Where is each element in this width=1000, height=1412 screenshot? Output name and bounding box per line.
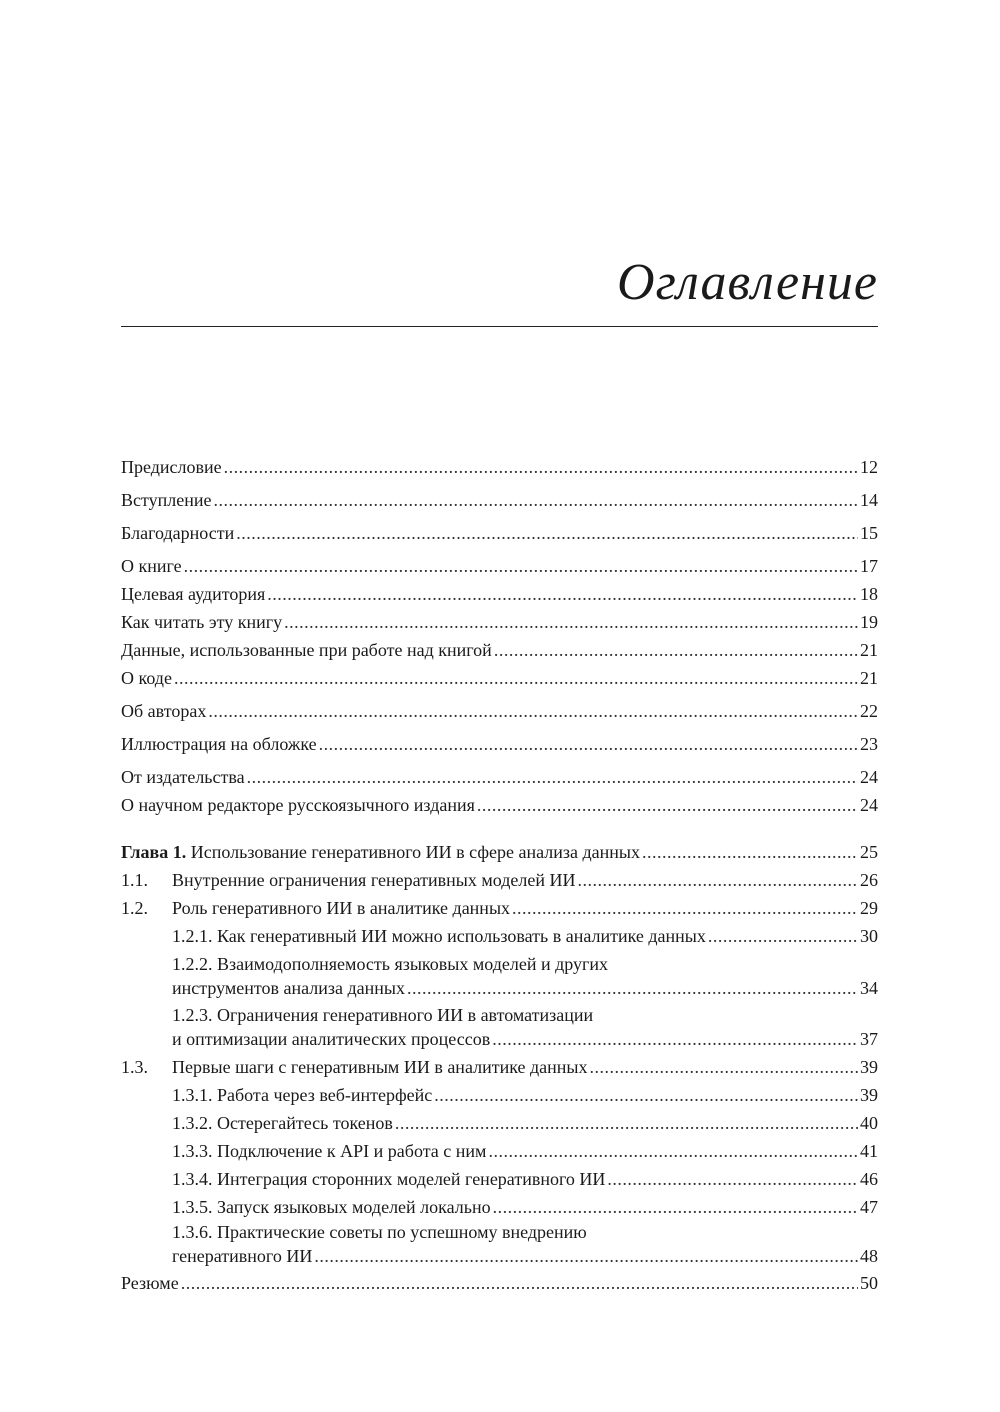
toc-entry-label: Первые шаги с генеративным ИИ в аналитике данных	[172, 1057, 588, 1077]
toc-entry[interactable]	[121, 1270, 878, 1296]
subentry-text	[172, 1138, 486, 1164]
toc-entry-label: О книге	[121, 556, 182, 576]
toc-entry-label-line1: Ограничения генеративного ИИ в автоматизации	[217, 1005, 594, 1025]
leader-dots	[208, 698, 858, 724]
toc-entry-label: Данные, использованные при работе над книгой	[121, 640, 492, 660]
toc-entry[interactable]	[121, 731, 878, 757]
toc-entry[interactable]	[121, 520, 878, 546]
toc-subentry[interactable]	[172, 923, 878, 949]
leader-dots	[577, 867, 858, 893]
leader-dots	[494, 637, 858, 663]
toc-entry-label-line1: Взаимодополняемость языковых моделей и других	[217, 954, 609, 974]
subentry-text	[172, 923, 706, 949]
toc-entry-page: 30	[860, 926, 878, 946]
toc-chapter-entry[interactable]	[121, 839, 878, 865]
leader-dots	[319, 731, 858, 757]
toc-entry-label: Как читать эту книгу	[121, 612, 283, 632]
toc-entry-label: Резюме	[121, 1273, 179, 1293]
leader-dots	[224, 454, 858, 480]
page-title: Оглавление	[617, 254, 878, 311]
toc-entry-page: 46	[860, 1169, 878, 1189]
toc-subentry[interactable]	[172, 1243, 878, 1269]
section-number: 1.3.4.	[172, 1169, 213, 1189]
leader-dots	[314, 1243, 858, 1269]
toc-entry-page: 24	[860, 795, 878, 815]
toc-entry-page: 34	[860, 978, 878, 998]
leader-dots	[642, 839, 858, 865]
toc-entry-page: 40	[860, 1113, 878, 1133]
leader-dots	[607, 1166, 858, 1192]
section-number: 1.2.2.	[172, 954, 213, 974]
toc-entry-label: инструментов анализа данных	[172, 978, 405, 998]
section-number: 1.2.	[121, 898, 148, 918]
leader-dots	[247, 764, 858, 790]
toc-entry[interactable]	[172, 867, 878, 893]
subentry-first-line	[172, 1002, 593, 1028]
toc-entry-page: 50	[860, 1273, 878, 1293]
section-number: 1.3.1.	[172, 1085, 213, 1105]
section-number: 1.3.6.	[172, 1222, 213, 1242]
section-number: 1.3.5.	[172, 1197, 213, 1217]
toc-entry[interactable]	[121, 553, 878, 579]
leader-dots	[184, 553, 858, 579]
toc-entry-page: 25	[860, 842, 878, 862]
toc-entry[interactable]	[121, 609, 878, 635]
toc-entry[interactable]	[121, 581, 878, 607]
subentry-first-line	[172, 951, 608, 977]
toc-entry-label: О научном редакторе русскоязычного издания	[121, 795, 475, 815]
toc-subentry[interactable]	[172, 1026, 878, 1052]
toc-entry-page: 23	[860, 734, 878, 754]
toc-entry[interactable]	[121, 665, 878, 691]
toc-entry-page: 21	[860, 640, 878, 660]
toc-entry-page: 21	[860, 668, 878, 688]
toc-entry[interactable]	[121, 454, 878, 480]
toc-entry[interactable]	[172, 1054, 878, 1080]
leader-dots	[512, 895, 858, 921]
leader-dots	[181, 1270, 858, 1296]
toc-entry-label: Интеграция сторонних моделей генеративного ИИ	[217, 1169, 606, 1189]
toc-entry-page: 19	[860, 612, 878, 632]
toc-entry[interactable]	[121, 764, 878, 790]
toc-entry-label: Благодарности	[121, 523, 235, 543]
toc-subentry[interactable]	[172, 975, 878, 1001]
section-number: 1.3.3.	[172, 1141, 213, 1161]
toc-subentry[interactable]	[172, 1138, 878, 1164]
toc-entry[interactable]	[121, 792, 878, 818]
section-number: 1.3.2.	[172, 1113, 213, 1133]
subentry-text	[172, 1082, 432, 1108]
leader-dots	[477, 792, 858, 818]
leader-dots	[213, 487, 858, 513]
toc-entry-label-line1: Практические советы по успешному внедрению	[217, 1222, 587, 1242]
toc-entry-page: 17	[860, 556, 878, 576]
leader-dots	[492, 1026, 858, 1052]
leader-dots	[407, 975, 858, 1001]
toc-entry-label: Целевая аудитория	[121, 584, 266, 604]
chapter-heading	[121, 839, 640, 865]
chapter-label: Использование генеративного ИИ в сфере анализа данных	[190, 842, 641, 862]
section-number: 1.3.	[121, 1057, 148, 1077]
subentry-text	[172, 1110, 393, 1136]
toc-entry-page: 39	[860, 1057, 878, 1077]
leader-dots	[590, 1054, 859, 1080]
toc-entry-label: Как генеративный ИИ можно использовать в аналитике данных	[217, 926, 706, 946]
chapter-prefix: Глава 1.	[121, 842, 187, 862]
leader-dots	[174, 665, 858, 691]
toc-subentry[interactable]	[172, 1194, 878, 1220]
toc-entry-page: 47	[860, 1197, 878, 1217]
toc-entry[interactable]	[172, 895, 878, 921]
toc-entry-label: Об авторах	[121, 701, 207, 721]
leader-dots	[708, 923, 858, 949]
toc-entry-label: Предисловие	[121, 457, 222, 477]
leader-dots	[493, 1194, 858, 1220]
toc-entry-label: Подключение к API и работа с ним	[217, 1141, 487, 1161]
toc-subentry[interactable]	[172, 1110, 878, 1136]
toc-entry-page: 41	[860, 1141, 878, 1161]
toc-entry-page: 18	[860, 584, 878, 604]
toc-entry-label: От издательства	[121, 767, 245, 787]
leader-dots	[267, 581, 858, 607]
toc-entry-label: Остерегайтесь токенов	[217, 1113, 393, 1133]
toc-entry-page: 37	[860, 1029, 878, 1049]
toc-entry-page: 12	[860, 457, 878, 477]
subentry-text	[172, 1166, 605, 1192]
toc-entry-page: 15	[860, 523, 878, 543]
toc-entry-label: Вступление	[121, 490, 212, 510]
toc-entry[interactable]	[121, 637, 878, 663]
toc-entry-page: 26	[860, 870, 878, 890]
toc-entry-label: Запуск языковых моделей локально	[217, 1197, 491, 1217]
toc-entry-label: Роль генеративного ИИ в аналитике данных	[172, 898, 511, 918]
toc-entry-label: Внутренние ограничения генеративных моделей ИИ	[172, 870, 576, 890]
toc-entry[interactable]	[121, 698, 878, 724]
subentry-text	[172, 1194, 491, 1220]
leader-dots	[236, 520, 858, 546]
toc-entry-label: О коде	[121, 668, 172, 688]
section-number: 1.1.	[121, 870, 148, 890]
subentry-first-line	[172, 1219, 587, 1245]
toc-entry-page: 22	[860, 701, 878, 721]
toc-entry-page: 24	[860, 767, 878, 787]
toc-subentry[interactable]	[172, 1166, 878, 1192]
toc-entry-label: Иллюстрация на обложке	[121, 734, 317, 754]
leader-dots	[395, 1110, 858, 1136]
title-rule	[121, 326, 878, 327]
section-number: 1.2.1.	[172, 926, 213, 946]
leader-dots	[284, 609, 858, 635]
toc-entry-page: 14	[860, 490, 878, 510]
toc-subentry[interactable]	[172, 1082, 878, 1108]
toc-entry[interactable]	[121, 487, 878, 513]
toc-entry-page: 48	[860, 1246, 878, 1266]
leader-dots	[434, 1082, 858, 1108]
toc-entry-page: 39	[860, 1085, 878, 1105]
toc-entry-page: 29	[860, 898, 878, 918]
toc-entry-label: генеративного ИИ	[172, 1246, 313, 1266]
section-number: 1.2.3.	[172, 1005, 213, 1025]
leader-dots	[488, 1138, 858, 1164]
toc-entry-label: и оптимизации аналитических процессов	[172, 1029, 491, 1049]
toc-entry-label: Работа через веб-интерфейс	[217, 1085, 433, 1105]
